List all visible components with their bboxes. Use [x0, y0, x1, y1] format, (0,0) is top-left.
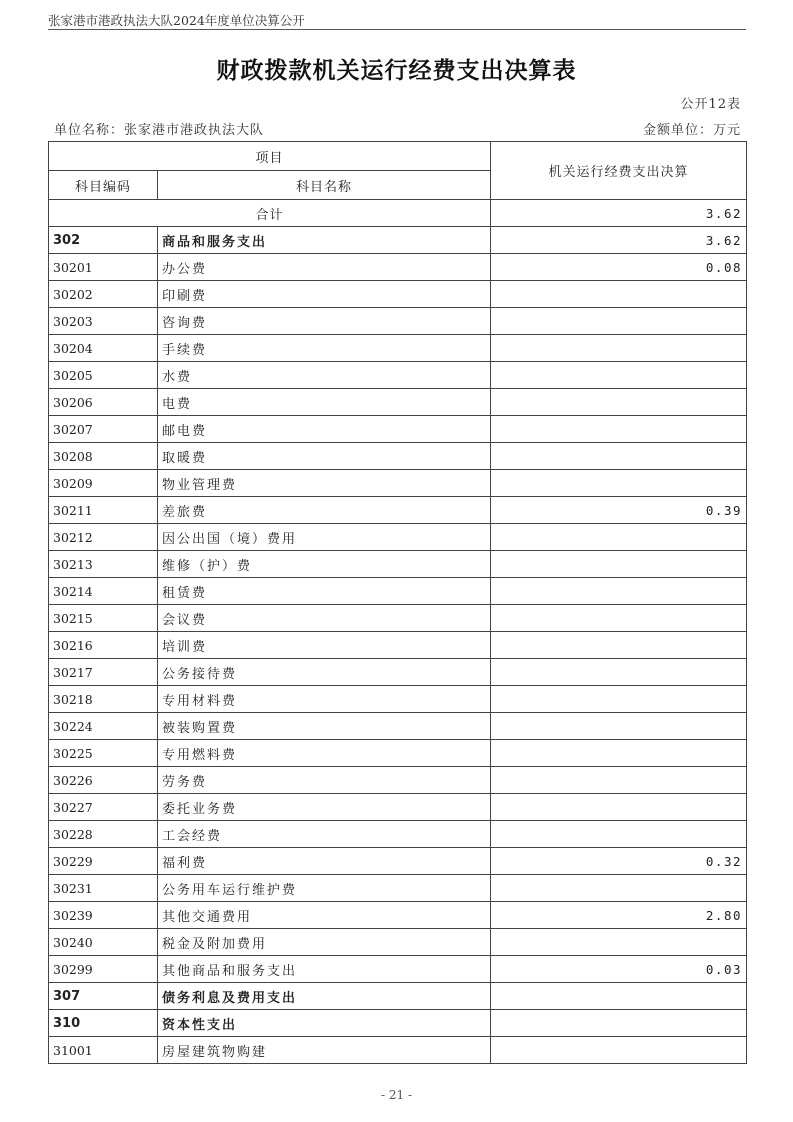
total-value: 3.62 [491, 200, 747, 227]
table-row [49, 362, 747, 389]
row-value [491, 686, 747, 713]
row-name: 债务利息及费用支出 [158, 983, 491, 1010]
header-row-item [49, 142, 747, 171]
row-value: 0.32 [491, 848, 747, 875]
row-name: 差旅费 [158, 497, 491, 524]
row-value [491, 821, 747, 848]
table-row [49, 740, 747, 767]
table-row [49, 335, 747, 362]
row-name: 咨询费 [158, 308, 491, 335]
row-name: 工会经费 [158, 821, 491, 848]
table-row [49, 389, 747, 416]
row-code: 302 [49, 227, 158, 254]
row-name: 劳务费 [158, 767, 491, 794]
row-code: 30203 [49, 308, 158, 335]
row-name: 其他商品和服务支出 [158, 956, 491, 983]
table-row [49, 605, 747, 632]
row-code: 30217 [49, 659, 158, 686]
row-value [491, 389, 747, 416]
table-row [49, 875, 747, 902]
table-row [49, 308, 747, 335]
row-value [491, 659, 747, 686]
row-value [491, 470, 747, 497]
row-value [491, 929, 747, 956]
table-row [49, 686, 747, 713]
row-value [491, 605, 747, 632]
row-code: 307 [49, 983, 158, 1010]
table-row [49, 1010, 747, 1037]
row-code: 30202 [49, 281, 158, 308]
table-row [49, 821, 747, 848]
row-name: 物业管理费 [158, 470, 491, 497]
row-value [491, 983, 747, 1010]
page-number: - 21 - [380, 1088, 412, 1102]
table-row [49, 767, 747, 794]
row-code: 31001 [49, 1037, 158, 1064]
header-code: 科目编码 [49, 171, 158, 200]
row-code: 30228 [49, 821, 158, 848]
table-row [49, 227, 747, 254]
row-value: 0.08 [491, 254, 747, 281]
table-row [49, 443, 747, 470]
table-number: 公开12表 [680, 97, 741, 112]
row-value [491, 416, 747, 443]
table-row [49, 416, 747, 443]
row-code: 30206 [49, 389, 158, 416]
row-code: 30226 [49, 767, 158, 794]
row-code: 30218 [49, 686, 158, 713]
row-name: 税金及附加费用 [158, 929, 491, 956]
expenditure-table [48, 141, 747, 1064]
row-value [491, 875, 747, 902]
table-row [49, 497, 747, 524]
table-row [49, 713, 747, 740]
row-value [491, 632, 747, 659]
table-row [49, 983, 747, 1010]
row-name: 房屋建筑物购建 [158, 1037, 491, 1064]
row-name: 维修（护）费 [158, 551, 491, 578]
row-name: 印刷费 [158, 281, 491, 308]
table-row [49, 470, 747, 497]
row-value [491, 740, 747, 767]
table-row [49, 659, 747, 686]
row-name: 商品和服务支出 [158, 227, 491, 254]
row-value [491, 443, 747, 470]
row-value [491, 281, 747, 308]
table-row [49, 632, 747, 659]
row-code: 30239 [49, 902, 158, 929]
amount-unit: 金额单位：万元 [642, 123, 741, 138]
row-name: 培训费 [158, 632, 491, 659]
row-value [491, 308, 747, 335]
table-row [49, 794, 747, 821]
row-code: 30204 [49, 335, 158, 362]
row-code: 30205 [49, 362, 158, 389]
row-value [491, 794, 747, 821]
row-name: 取暖费 [158, 443, 491, 470]
header-name: 科目名称 [158, 171, 491, 200]
row-code: 30201 [49, 254, 158, 281]
document-title: 财政拨款机关运行经费支出决算表 [216, 58, 577, 84]
row-value [491, 1037, 747, 1064]
row-code: 30225 [49, 740, 158, 767]
row-name: 手续费 [158, 335, 491, 362]
table-row [49, 848, 747, 875]
row-name: 专用材料费 [158, 686, 491, 713]
table-row [49, 254, 747, 281]
row-value: 0.39 [491, 497, 747, 524]
row-code: 30209 [49, 470, 158, 497]
row-code: 30211 [49, 497, 158, 524]
header-value: 机关运行经费支出决算 [491, 142, 747, 200]
table-row [49, 551, 747, 578]
row-name: 会议费 [158, 605, 491, 632]
row-name: 因公出国（境）费用 [158, 524, 491, 551]
table-row [49, 524, 747, 551]
row-code: 30231 [49, 875, 158, 902]
row-value: 0.03 [491, 956, 747, 983]
row-value [491, 767, 747, 794]
row-name: 办公费 [158, 254, 491, 281]
row-code: 30212 [49, 524, 158, 551]
row-value [491, 578, 747, 605]
total-row [49, 200, 747, 227]
row-name: 委托业务费 [158, 794, 491, 821]
row-code: 30240 [49, 929, 158, 956]
row-name: 专用燃料费 [158, 740, 491, 767]
row-name: 公务接待费 [158, 659, 491, 686]
row-value [491, 551, 747, 578]
row-code: 30208 [49, 443, 158, 470]
row-name: 资本性支出 [158, 1010, 491, 1037]
row-name: 其他交通费用 [158, 902, 491, 929]
row-code: 310 [49, 1010, 158, 1037]
table-row [49, 578, 747, 605]
table-row [49, 1037, 747, 1064]
page-header: 张家港市港政执法大队2024年度单位决算公开 [48, 13, 305, 28]
row-name: 水费 [158, 362, 491, 389]
row-code: 30227 [49, 794, 158, 821]
header-item: 项目 [49, 142, 491, 171]
row-code: 30224 [49, 713, 158, 740]
unit-name: 单位名称：张家港市港政执法大队 [54, 123, 265, 138]
row-value [491, 335, 747, 362]
row-code: 30207 [49, 416, 158, 443]
row-name: 福利费 [158, 848, 491, 875]
row-name: 电费 [158, 389, 491, 416]
row-name: 邮电费 [158, 416, 491, 443]
row-name: 租赁费 [158, 578, 491, 605]
table-row [49, 956, 747, 983]
row-value: 2.80 [491, 902, 747, 929]
row-code: 30215 [49, 605, 158, 632]
row-code: 30213 [49, 551, 158, 578]
table-row [49, 902, 747, 929]
row-value [491, 524, 747, 551]
row-code: 30299 [49, 956, 158, 983]
total-label: 合计 [49, 200, 491, 227]
table-row [49, 929, 747, 956]
row-value: 3.62 [491, 227, 747, 254]
row-code: 30214 [49, 578, 158, 605]
row-name: 被装购置费 [158, 713, 491, 740]
header-divider [48, 29, 746, 30]
row-code: 30216 [49, 632, 158, 659]
row-value [491, 362, 747, 389]
row-value [491, 1010, 747, 1037]
row-name: 公务用车运行维护费 [158, 875, 491, 902]
row-code: 30229 [49, 848, 158, 875]
table-row [49, 281, 747, 308]
row-value [491, 713, 747, 740]
